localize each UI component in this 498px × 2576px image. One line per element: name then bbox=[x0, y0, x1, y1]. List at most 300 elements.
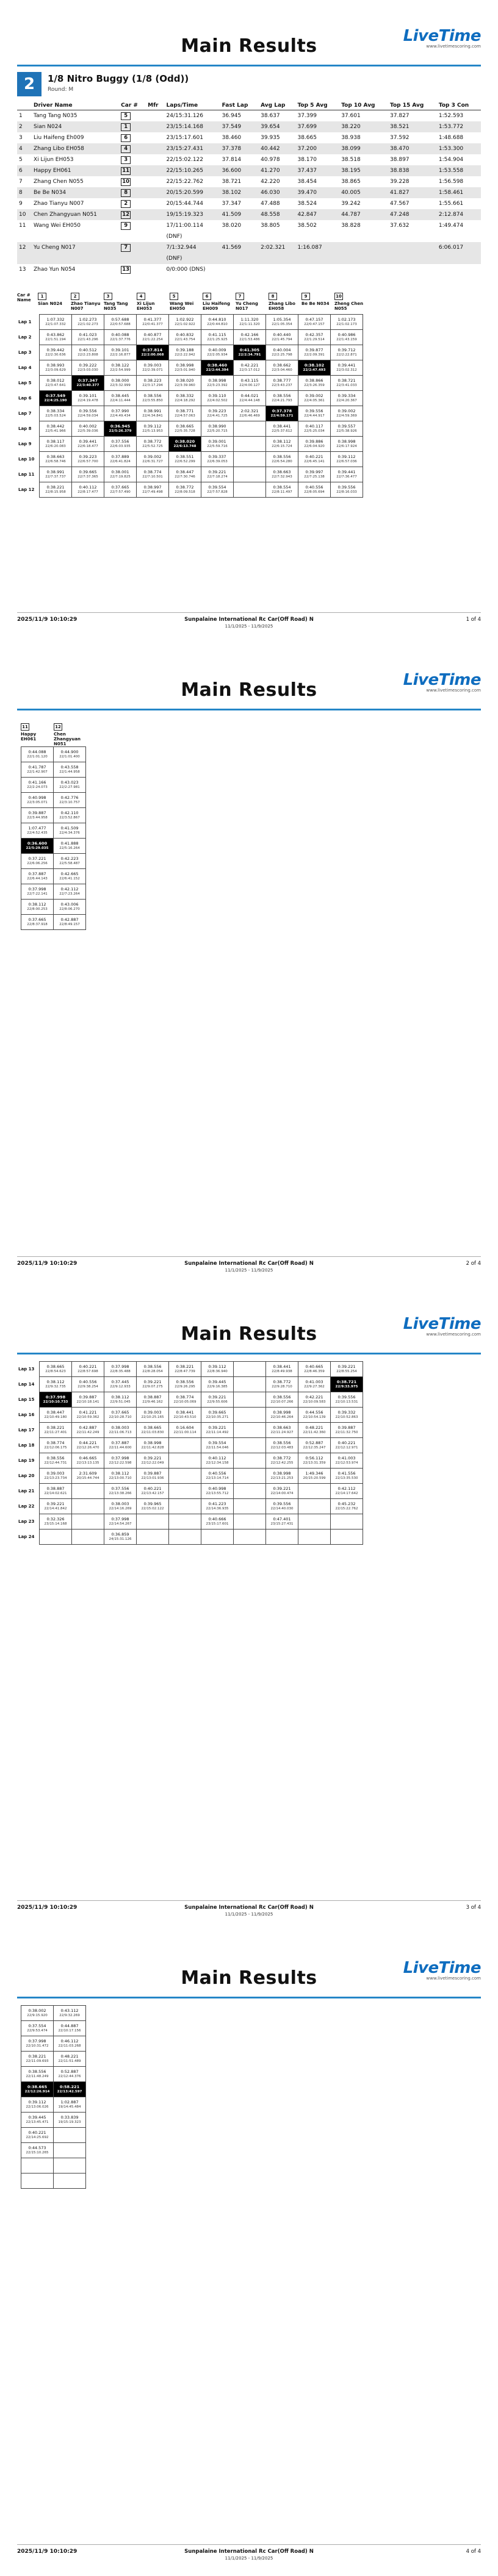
lap-cell bbox=[169, 1530, 201, 1545]
lap-total: 19/15:19.323 bbox=[58, 2120, 81, 2124]
lap-cell bbox=[234, 1484, 266, 1499]
lap-total: 22/4:21.793 bbox=[272, 399, 292, 402]
car-number-box: 2 bbox=[71, 293, 79, 300]
lap-total: 22/2:25.798 bbox=[272, 353, 292, 357]
lap-time: 0:41.003 bbox=[305, 1379, 323, 1384]
lap-time: 0:38.460 bbox=[207, 363, 228, 368]
lap-cell bbox=[40, 315, 72, 330]
lap-total: 22/0:41.377 bbox=[142, 323, 163, 326]
livetime-logo: LiveTime www.livetimescoring.com bbox=[403, 671, 481, 693]
lap-time: 0:38.441 bbox=[273, 424, 291, 429]
lap-total: 22/6:39.053 bbox=[207, 460, 228, 463]
lap-time: 0:40.512 bbox=[79, 348, 97, 352]
lap-time: 0:38.020 bbox=[176, 378, 194, 383]
lap-time: 0:39.997 bbox=[305, 470, 323, 474]
results-cell: 0/0:000 (DNS) bbox=[166, 267, 206, 273]
results-header-cell: Laps/Time bbox=[165, 101, 220, 110]
lap-cell bbox=[169, 482, 201, 498]
lap-cell bbox=[137, 1408, 169, 1423]
results-cell: 41.827 bbox=[388, 187, 437, 198]
car-number-box: 9 bbox=[301, 293, 310, 300]
results-cell: 24/15:31.126 bbox=[166, 113, 203, 119]
lap-time: 1:02.887 bbox=[60, 2100, 79, 2105]
lap-cell bbox=[40, 482, 72, 498]
lap-total: 22/4:00.127 bbox=[239, 384, 260, 387]
results-cell: Liu Haifeng Eh009 bbox=[34, 135, 84, 141]
results-cell bbox=[259, 231, 295, 242]
lap-time: 0:38.556 bbox=[143, 1364, 162, 1369]
lap-time: 0:38.445 bbox=[111, 393, 129, 398]
results-cell bbox=[259, 264, 295, 275]
lap-cell bbox=[40, 406, 72, 421]
lap-total: 22/11:48.249 bbox=[26, 2075, 49, 2078]
lap-total: 22/2:39.071 bbox=[142, 368, 163, 372]
lap-cell bbox=[266, 1469, 298, 1484]
results-cell: 7/1:32.944 bbox=[165, 242, 220, 253]
driver-column-head bbox=[38, 293, 70, 306]
lap-cell bbox=[72, 1423, 104, 1438]
lap-cell bbox=[72, 376, 104, 391]
lap-cell bbox=[266, 1362, 298, 1377]
header-rule bbox=[17, 1997, 481, 1998]
lap-total: 22/5:35.728 bbox=[175, 429, 195, 433]
lap-time: 0:38.001 bbox=[111, 470, 129, 474]
results-cell: 19/15:19.323 bbox=[165, 209, 220, 220]
lap-total: 22/11:09.693 bbox=[26, 2059, 49, 2063]
results-cell bbox=[146, 253, 164, 264]
lap-cell bbox=[201, 360, 234, 376]
lap-time: 0:38.112 bbox=[111, 1395, 129, 1400]
lap-time: 0:40.004 bbox=[273, 348, 291, 352]
lap-time: 0:43.023 bbox=[60, 780, 79, 785]
lap-time: 0:38.663 bbox=[46, 454, 65, 459]
results-cell: 38.502 bbox=[297, 223, 317, 229]
lap-total: 22/1:53.486 bbox=[239, 338, 260, 342]
lap-cell bbox=[298, 315, 331, 330]
lap-total: 22/8:46.359 bbox=[304, 1370, 325, 1373]
lap-time: 0:40.221 bbox=[79, 1364, 97, 1369]
lap-total: 22/14:02.621 bbox=[44, 1492, 67, 1495]
results-cell: 13 bbox=[19, 267, 26, 273]
lap-time: 0:40.556 bbox=[208, 1471, 226, 1476]
results-cell: 10 bbox=[17, 209, 32, 220]
lap-total: 22/14:00.474 bbox=[270, 1492, 294, 1495]
lap-cell bbox=[169, 452, 201, 467]
lap-total: 22/2:30.636 bbox=[45, 353, 66, 357]
lap-number: Lap 1 bbox=[18, 320, 32, 324]
lap-time: 0:37.221 bbox=[28, 856, 46, 861]
car-number-box: 12 bbox=[121, 211, 131, 219]
lap-total: 22/15:10.265 bbox=[26, 2151, 49, 2155]
results-cell bbox=[146, 132, 164, 143]
lap-time: 0:44.573 bbox=[28, 2145, 46, 2150]
lap-cell bbox=[137, 452, 169, 467]
lap-total: 22/13:06.026 bbox=[26, 2105, 49, 2109]
lap-total: 22/10:31.472 bbox=[26, 2044, 49, 2048]
lap-time: 0:39.712 bbox=[337, 348, 356, 352]
lap-total: 22/0:57.688 bbox=[110, 323, 131, 326]
driver-column-head bbox=[203, 293, 234, 311]
lap-cell bbox=[54, 884, 86, 900]
lap-cell bbox=[72, 1469, 104, 1484]
lap-total: 22/6:45.141 bbox=[304, 460, 325, 463]
lap-cell bbox=[40, 1453, 72, 1469]
results-cell: 48.558 bbox=[259, 209, 295, 220]
table-row bbox=[17, 231, 481, 242]
lap-total: 22/4:25.190 bbox=[44, 399, 67, 402]
lap-time: 0:37.556 bbox=[111, 439, 129, 444]
lap-cell bbox=[266, 1438, 298, 1453]
lap-total: 22/3:09.629 bbox=[45, 368, 66, 372]
lap-total: 22/9:28.710 bbox=[272, 1385, 292, 1389]
lap-time: 0:38.221 bbox=[28, 2054, 46, 2059]
lap-number: Lap 17 bbox=[18, 1428, 35, 1433]
results-cell bbox=[220, 231, 259, 242]
car-number-box: 12 bbox=[54, 723, 62, 731]
lap-total: 22/2:23.808 bbox=[78, 353, 98, 357]
lap-time: 0:37.554 bbox=[28, 2023, 46, 2028]
lap-cell bbox=[298, 437, 331, 452]
results-cell: 39.935 bbox=[261, 135, 280, 141]
lap-total: 22/9:32.735 bbox=[45, 1385, 66, 1389]
lap-cell bbox=[54, 2128, 86, 2143]
lap-row bbox=[21, 762, 86, 778]
lap-total: 22/3:47.641 bbox=[45, 384, 66, 387]
lap-total: 22/6:57.036 bbox=[336, 460, 357, 463]
lap-time: 0:40.832 bbox=[176, 332, 194, 337]
results-cell: 1:53.300 bbox=[437, 143, 481, 154]
lap-time: 0:38.774 bbox=[143, 470, 162, 474]
lap-total: 22/1:25.925 bbox=[207, 338, 228, 342]
table-row bbox=[17, 264, 481, 275]
lap-time: 0:37.347 bbox=[78, 378, 98, 383]
lap-cell bbox=[169, 1423, 201, 1438]
results-cell: 1:49.474 bbox=[438, 223, 464, 229]
lap-cell bbox=[266, 1514, 298, 1530]
lap-cell bbox=[169, 1408, 201, 1423]
results-cell bbox=[388, 253, 437, 264]
lap-row bbox=[21, 854, 86, 869]
lap-cell bbox=[104, 406, 137, 421]
lap-cell bbox=[331, 1362, 363, 1377]
lap-cell bbox=[169, 406, 201, 421]
lap-number: Lap 20 bbox=[18, 1473, 35, 1478]
lap-number: Lap 7 bbox=[18, 411, 32, 416]
results-header-cell: Driver Name bbox=[32, 101, 119, 110]
lap-cell bbox=[234, 391, 266, 406]
lap-total: 22/11:44.600 bbox=[109, 1446, 132, 1450]
results-cell: Chen Zhangyuan N051 bbox=[32, 209, 119, 220]
lap-total: 22/5:13.953 bbox=[142, 429, 163, 433]
lap-row bbox=[21, 2082, 86, 2097]
lap-time: 0:46.665 bbox=[79, 1456, 97, 1461]
results-cell: 1:56.598 bbox=[438, 179, 464, 185]
lap-cell bbox=[331, 376, 363, 391]
results-cell bbox=[17, 253, 32, 264]
lap-time: 1:11.320 bbox=[240, 317, 259, 322]
lap-total: 22/8:28.054 bbox=[142, 1370, 163, 1373]
lap-total: 22/10:13.531 bbox=[335, 1400, 358, 1404]
lap-cell bbox=[54, 2021, 86, 2036]
lap-total: 22/5:29.035 bbox=[26, 846, 49, 850]
lap-cell bbox=[234, 315, 266, 330]
lap-total: 22/3:41.033 bbox=[336, 384, 357, 387]
lap-total: 22/13:38.266 bbox=[109, 1492, 132, 1495]
lap-time: 0:40.221 bbox=[28, 2130, 46, 2135]
lap-time: 0:39.112 bbox=[208, 1364, 226, 1369]
lap-total: 22/15:02.122 bbox=[141, 1507, 164, 1511]
results-cell: Yu Cheng N017 bbox=[32, 242, 119, 253]
lap-time: 0:38.721 bbox=[336, 1379, 357, 1384]
lap-cell bbox=[137, 1499, 169, 1514]
lap-time: 0:48.221 bbox=[60, 2054, 79, 2059]
lap-total: 22/7:37.737 bbox=[45, 475, 66, 479]
results-cell bbox=[388, 231, 437, 242]
lap-total: 22/4:02.502 bbox=[207, 399, 228, 402]
lap-number: Lap 13 bbox=[18, 1367, 35, 1372]
results-cell: 40.978 bbox=[261, 157, 280, 163]
lap-total: 22/12:53.974 bbox=[335, 1461, 358, 1465]
car-number-box: 13 bbox=[121, 266, 131, 274]
lap-cell bbox=[104, 452, 137, 467]
lap-total: 22/6:44.143 bbox=[27, 877, 48, 881]
results-cell bbox=[295, 264, 339, 275]
car-number-box: 3 bbox=[121, 156, 131, 164]
lap-time: 0:38.221 bbox=[46, 1425, 65, 1430]
driver-name: Wang Wei EH050 bbox=[170, 301, 194, 311]
lap-time: 0:36.945 bbox=[110, 424, 131, 429]
table-row bbox=[17, 121, 481, 132]
lap-time: 0:43.862 bbox=[46, 332, 65, 337]
lap-cell bbox=[331, 452, 363, 467]
results-cell: 1:54.904 bbox=[438, 157, 464, 163]
lap-time: 0:41.787 bbox=[28, 765, 46, 770]
table-row bbox=[17, 187, 481, 198]
lap-total: 22/11:24.927 bbox=[270, 1431, 294, 1434]
lap-time: 0:37.998 bbox=[28, 887, 46, 892]
lap-time: 0:42.112 bbox=[60, 887, 79, 892]
lap-cell bbox=[169, 315, 201, 330]
lap-cell bbox=[21, 2006, 54, 2021]
lap-time: 0:38.998 bbox=[273, 1471, 291, 1476]
lap-time: 0:33.839 bbox=[60, 2115, 79, 2120]
lap-time: 0:38.441 bbox=[176, 1410, 194, 1415]
lap-total: 22/14:16.269 bbox=[109, 1507, 132, 1511]
lap-cell bbox=[331, 1438, 363, 1453]
lap-time: 0:47.157 bbox=[305, 317, 323, 322]
results-cell: 39.228 bbox=[390, 179, 410, 185]
lap-total: 22/6:18.477 bbox=[78, 445, 98, 448]
car-number-box: 4 bbox=[121, 145, 131, 153]
lap-cell bbox=[21, 2158, 54, 2174]
lap-time: 0:44.221 bbox=[79, 1440, 97, 1445]
lap-total: 22/13:00.710 bbox=[109, 1476, 132, 1480]
driver-column-head bbox=[137, 293, 168, 311]
page-footer: 2025/11/9 10:10:29 Sunpalaine International Rc Car(Off Road) N 11/1/2025 - 11/9/2025 3 of 4 bbox=[17, 1900, 481, 1919]
lap-total: 22/2:16.877 bbox=[110, 353, 131, 357]
lap-total: 22/5:26.379 bbox=[109, 429, 132, 433]
lap-cell bbox=[201, 482, 234, 498]
lap-row bbox=[17, 1469, 363, 1484]
lap-cell bbox=[201, 406, 234, 421]
lap-cell bbox=[331, 1423, 363, 1438]
results-cell: 36.945 bbox=[222, 113, 242, 119]
lap-row bbox=[21, 2097, 86, 2113]
lap-cell bbox=[54, 2082, 86, 2097]
lap-cell bbox=[169, 345, 201, 360]
lap-total: 22/4:18.292 bbox=[175, 399, 195, 402]
lap-time: 0:40.009 bbox=[208, 348, 226, 352]
lap-total: 22/4:59.369 bbox=[336, 414, 357, 418]
results-cell: 38.518 bbox=[341, 157, 361, 163]
driver-name: Sian N024 bbox=[38, 301, 63, 306]
lap-time: 0:48.221 bbox=[305, 1425, 323, 1430]
lap-cell bbox=[104, 360, 137, 376]
lap-row bbox=[21, 2052, 86, 2067]
lap-cell bbox=[298, 1377, 331, 1392]
lap-total: 22/3:05.071 bbox=[27, 801, 48, 804]
lap-cell bbox=[21, 2036, 54, 2052]
lap-total: 22/11:06.713 bbox=[109, 1431, 132, 1434]
results-cell: 41.569 bbox=[220, 242, 259, 253]
lap-time: 0:40.556 bbox=[305, 485, 323, 490]
lap-total: 22/3:43.237 bbox=[272, 384, 292, 387]
results-cell: 22/15:10.265 bbox=[165, 165, 220, 176]
results-cell: 37.632 bbox=[390, 223, 410, 229]
table-row bbox=[17, 165, 481, 176]
lap-time: 0:42.221 bbox=[305, 1395, 323, 1400]
driver-name: Chen Zhangyuan N051 bbox=[54, 732, 81, 746]
lap-time: 0:38.332 bbox=[176, 393, 194, 398]
lap-cell bbox=[266, 345, 298, 360]
lap-total: 22/5:37.612 bbox=[272, 429, 292, 433]
lap-total: 22/3:03.030 bbox=[78, 368, 98, 372]
lap-cell bbox=[331, 1499, 363, 1514]
results-cell: 38.521 bbox=[388, 121, 437, 132]
livetime-logo: LiveTime www.livetimescoring.com bbox=[403, 27, 481, 49]
results-cell: Sian N024 bbox=[32, 121, 119, 132]
page-1 bbox=[0, 0, 498, 644]
results-cell: 7 bbox=[19, 179, 23, 185]
lap-time: 0:42.223 bbox=[60, 856, 79, 861]
lap-cell bbox=[21, 2143, 54, 2158]
lap-total: 22/3:32.999 bbox=[110, 384, 131, 387]
lap-cell bbox=[298, 1469, 331, 1484]
results-cell bbox=[295, 253, 339, 264]
results-cell: 11 bbox=[19, 223, 26, 229]
car-label: Car # bbox=[17, 293, 31, 298]
lap-time: 0:39.965 bbox=[143, 1501, 162, 1506]
lap-row bbox=[21, 2006, 86, 2021]
driver-column-head bbox=[236, 293, 267, 311]
lap-time: 0:38.551 bbox=[176, 454, 194, 459]
lap-cell bbox=[104, 467, 137, 482]
lap-cell bbox=[201, 1530, 234, 1545]
lap-time: 0:38.447 bbox=[176, 470, 194, 474]
results-cell: 38.938 bbox=[341, 135, 361, 141]
lap-cell bbox=[72, 1438, 104, 1453]
lap-time: 0:38.556 bbox=[273, 1440, 291, 1445]
lap-cell bbox=[234, 1438, 266, 1453]
lap-total: 22/11:54.046 bbox=[206, 1446, 229, 1450]
lapchart-label bbox=[17, 293, 31, 302]
results-cell: 22/15:22.762 bbox=[166, 179, 203, 185]
lap-cell bbox=[104, 437, 137, 452]
lap-time: 0:46.112 bbox=[60, 2039, 79, 2044]
results-cell: 6:06.017 bbox=[437, 242, 481, 253]
results-cell: 3 bbox=[19, 135, 23, 141]
results-cell: 38.828 bbox=[341, 223, 361, 229]
lap-row bbox=[17, 1408, 363, 1423]
lap-total: 22/1:45.794 bbox=[272, 338, 292, 342]
lap-total: 22/9:33.975 bbox=[335, 1385, 358, 1389]
lap-number: Lap 24 bbox=[18, 1534, 35, 1539]
lap-cell bbox=[137, 467, 169, 482]
lap-cell bbox=[40, 1377, 72, 1392]
lap-total: 22/3:01.940 bbox=[175, 368, 195, 372]
lap-cell bbox=[169, 1362, 201, 1377]
results-cell: Zhang Chen N055 bbox=[34, 179, 84, 185]
lap-row bbox=[17, 1499, 363, 1514]
lap-cell bbox=[137, 437, 169, 452]
lap-time: 0:39.221 bbox=[208, 470, 226, 474]
lap-total: 22/5:39.036 bbox=[78, 429, 98, 433]
lap-total: 22/3:40.377 bbox=[76, 384, 99, 387]
page-3 bbox=[0, 1288, 498, 1932]
results-cell: 39.654 bbox=[259, 121, 295, 132]
lap-row bbox=[21, 839, 86, 854]
results-cell bbox=[119, 165, 146, 176]
lap-time: 0:37.998 bbox=[111, 1364, 129, 1369]
car-number-box: 6 bbox=[203, 293, 211, 300]
lap-time: 0:40.221 bbox=[305, 454, 323, 459]
lap-total: 22/7:10.501 bbox=[142, 475, 163, 479]
lap-row bbox=[17, 330, 363, 345]
lap-total: 22/3:26.359 bbox=[304, 384, 325, 387]
lap-total: 22/1:43.159 bbox=[336, 338, 357, 342]
lap-total: 22/9:27.362 bbox=[304, 1385, 325, 1389]
lap-time: 0:38.777 bbox=[273, 378, 291, 383]
lap-time: 0:41.023 bbox=[79, 332, 97, 337]
lap-total: 22/14:40.030 bbox=[270, 1507, 294, 1511]
results-header-cell: Top 5 Avg bbox=[295, 101, 339, 110]
lap-time: 1:07.332 bbox=[46, 317, 65, 322]
lap-total: 22/6:06.256 bbox=[27, 862, 48, 865]
lap-cell bbox=[54, 778, 86, 793]
results-cell bbox=[119, 209, 146, 220]
results-header-cell: Top 10 Avg bbox=[339, 101, 388, 110]
lap-time: 0:39.554 bbox=[208, 485, 226, 490]
lap-time: 0:38.556 bbox=[176, 1379, 194, 1384]
lap-cell bbox=[137, 482, 169, 498]
table-row bbox=[17, 242, 481, 253]
lap-cell bbox=[21, 915, 54, 930]
lap-total: 22/1:29.514 bbox=[304, 338, 325, 342]
lap-total: 22/8:35.488 bbox=[110, 1370, 131, 1373]
lap-number: Lap 9 bbox=[18, 442, 32, 446]
lap-chart bbox=[21, 746, 86, 930]
lap-total: 22/11:14.492 bbox=[206, 1431, 229, 1434]
lap-time: 0:38.772 bbox=[176, 485, 194, 490]
lap-total: 22/12:42.255 bbox=[270, 1461, 294, 1465]
lap-total: 22/7:18.274 bbox=[207, 475, 228, 479]
lap-time: 0:44.021 bbox=[240, 393, 259, 398]
lap-cell bbox=[21, 2052, 54, 2067]
results-cell: 42.847 bbox=[295, 209, 339, 220]
lap-cell bbox=[40, 467, 72, 482]
lap-time: 0:38.002 bbox=[28, 2008, 46, 2013]
lap-cell bbox=[54, 2067, 86, 2082]
